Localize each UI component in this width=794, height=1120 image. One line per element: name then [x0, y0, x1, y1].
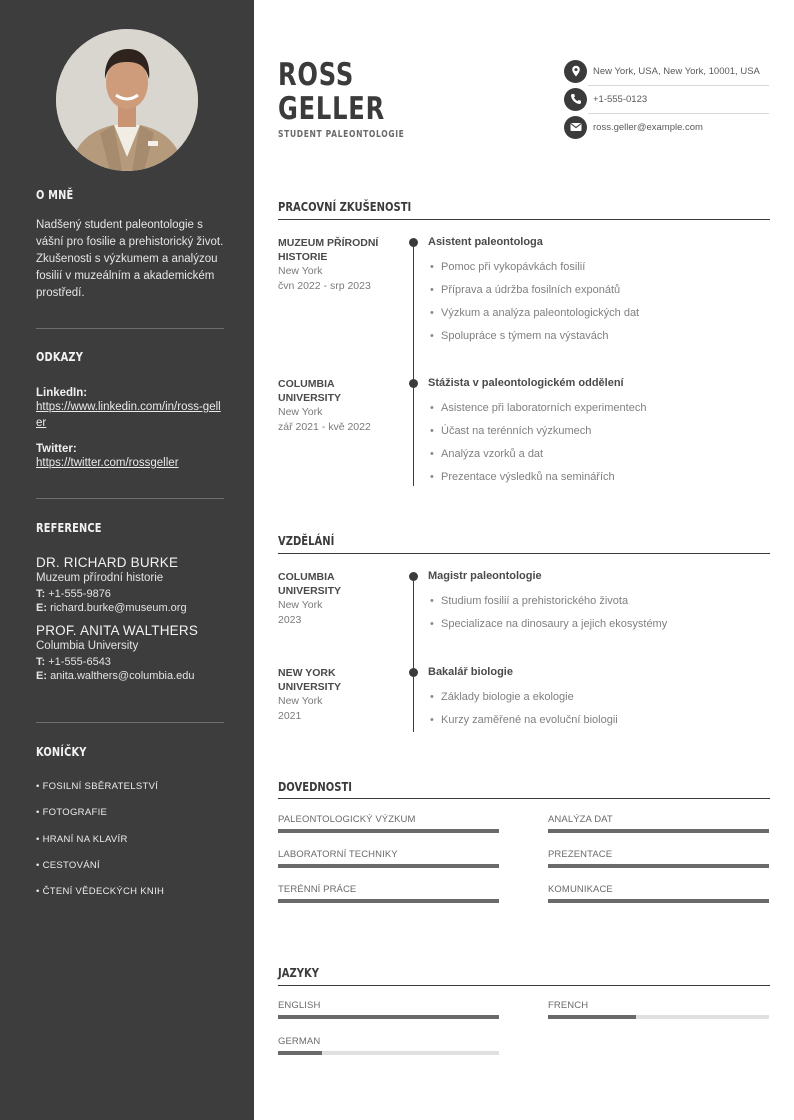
bullet-item: • Analýza vzorků a dat — [430, 448, 543, 460]
language-item — [278, 1036, 499, 1055]
reference-email: E: richard.burke@museum.org — [36, 602, 187, 614]
hobby-item: • CESTOVÁNÍ — [36, 859, 100, 871]
divider — [36, 722, 224, 723]
phone-icon — [564, 88, 587, 111]
hobbies-list — [36, 781, 224, 912]
skill-label: TERÉNNÍ PRÁCE — [278, 884, 357, 895]
skill-bar — [548, 864, 769, 868]
timeline-dot — [409, 668, 418, 677]
experience-city: New York — [278, 265, 323, 277]
education-dates: 2023 — [278, 613, 302, 626]
education-city: New York — [278, 695, 323, 707]
phone-text: +1-555-0123 — [593, 93, 648, 105]
language-bar-fill — [548, 1015, 636, 1019]
section-rule — [278, 798, 770, 799]
education-org: NEW YORK UNIVERSITY New York 2021 — [278, 667, 398, 723]
skills-heading: DOVEDNOSTI — [278, 779, 353, 794]
job-title: Asistent paleontologa — [428, 236, 543, 248]
skill-bar — [548, 899, 769, 903]
language-bar-fill — [278, 1051, 322, 1055]
reference-name: PROF. ANITA WALTHERS — [36, 623, 199, 638]
profile-photo — [56, 29, 198, 171]
divider — [36, 498, 224, 499]
skill-bar — [278, 899, 499, 903]
divider — [588, 85, 769, 86]
link-twitter — [36, 443, 224, 471]
skill-item — [548, 884, 769, 903]
job-title: Stážista v paleontologickém oddělení — [428, 377, 624, 389]
skill-bar-fill — [548, 899, 769, 903]
skill-label: PREZENTACE — [548, 849, 613, 860]
reference-org: Muzeum přírodní historie — [36, 572, 164, 584]
skill-item — [278, 884, 499, 903]
timeline-dot — [409, 238, 418, 247]
language-item — [548, 1000, 769, 1019]
bullet-item: • Kurzy zaměřené na evoluční biologii — [430, 714, 618, 726]
bullet-item: • Pomoc při vykopávkách fosilií — [430, 261, 585, 273]
timeline-dot — [409, 572, 418, 581]
sidebar — [0, 0, 254, 1120]
section-rule — [278, 553, 770, 554]
skill-bar — [278, 829, 499, 833]
timeline-line — [413, 577, 414, 732]
bullet-item: • Výzkum a analýza paleontologických dat — [430, 307, 639, 319]
skill-item — [278, 814, 499, 833]
location-pin-icon — [564, 60, 587, 83]
bullet-item: • Studium fosilií a prehistorického života — [430, 595, 628, 607]
about-section — [36, 188, 224, 302]
experience-heading: PRACOVNÍ ZKUŠENOSTI — [278, 199, 412, 214]
experience-dates: zář 2021 - kvě 2022 — [278, 420, 371, 433]
bullet-item: • Účast na terénních výzkumech — [430, 425, 591, 437]
address-text: New York, USA, New York, 10001, USA — [593, 65, 760, 77]
link-label: LinkedIn: — [36, 387, 88, 399]
link-label: Twitter: — [36, 443, 77, 455]
hobby-item: • FOTOGRAFIE — [36, 807, 108, 819]
links-heading: ODKAZY — [36, 350, 84, 364]
link-linkedin — [36, 387, 224, 431]
education-heading: VZDĚLÁNÍ — [278, 533, 335, 548]
bullet-item: • Příprava a údržba fosilních exponátů — [430, 284, 620, 296]
reference-item — [36, 555, 224, 614]
divider — [36, 328, 224, 329]
skill-bar-fill — [278, 864, 499, 868]
languages-heading: JAZYKY — [278, 965, 319, 980]
skill-item — [548, 814, 769, 833]
section-rule — [278, 985, 770, 986]
language-item — [278, 1000, 499, 1019]
about-heading: O MNĚ — [36, 188, 74, 202]
hobby-item: • FOSILNÍ SBĚRATELSTVÍ — [36, 781, 159, 792]
about-text: Nadšený student paleontologie s vášní pro fosilie a prehistorický život. Zkušenosti s výzkumem a analýzou fosilií v muzeálním a akademickém prostředí. — [36, 219, 224, 299]
bullet-item: • Specializace na dinosaury a jejich ekosystémy — [430, 618, 667, 630]
language-bar — [278, 1015, 499, 1019]
timeline-line — [413, 243, 414, 486]
bullet-item: • Spolupráce s týmem na výstavách — [430, 330, 609, 342]
linkedin-link[interactable]: https://www.linkedin.com/in/ross-geller — [36, 401, 221, 429]
bullet-item: • Prezentace výsledků na seminářích — [430, 471, 615, 483]
language-bar — [548, 1015, 769, 1019]
skill-label: KOMUNIKACE — [548, 884, 613, 895]
references-heading: REFERENCE — [36, 521, 102, 535]
references-section — [36, 521, 224, 682]
skill-bar-fill — [278, 829, 499, 833]
skill-bar-fill — [548, 864, 769, 868]
section-rule — [278, 219, 770, 220]
language-bar — [278, 1051, 499, 1055]
envelope-icon — [564, 116, 587, 139]
first-name: ROSS — [278, 57, 355, 93]
reference-name: DR. RICHARD BURKE — [36, 555, 179, 570]
language-label: ENGLISH — [278, 1000, 321, 1011]
reference-item — [36, 623, 224, 682]
contact-phone — [564, 88, 769, 110]
reference-org: Columbia University — [36, 640, 139, 652]
bullet-item: • Asistence při laboratorních experimentech — [430, 402, 646, 414]
portrait-image — [56, 29, 198, 171]
skill-item — [278, 849, 499, 868]
skill-bar-fill — [278, 899, 499, 903]
degree-title: Bakalář biologie — [428, 666, 513, 678]
twitter-link[interactable]: https://twitter.com/rossgeller — [36, 457, 179, 469]
hobbies-section — [36, 745, 224, 912]
hobby-item: • ČTENÍ VĚDECKÝCH KNIH — [36, 886, 165, 898]
experience-org: COLUMBIA UNIVERSITY New York zář 2021 - kvě 2022 — [278, 378, 398, 434]
language-label: GERMAN — [278, 1036, 321, 1047]
timeline-dot — [409, 379, 418, 388]
reference-phone: T: +1-555-6543 — [36, 656, 111, 668]
experience-dates: čvn 2022 - srp 2023 — [278, 279, 371, 292]
divider — [588, 113, 769, 114]
bullet-item: • Základy biologie a ekologie — [430, 691, 574, 703]
degree-title: Magistr paleontologie — [428, 570, 542, 582]
language-label: FRENCH — [548, 1000, 589, 1011]
education-dates: 2021 — [278, 709, 302, 722]
job-role: STUDENT PALEONTOLOGIE — [278, 129, 405, 140]
skill-bar-fill — [548, 829, 769, 833]
skill-label: PALEONTOLOGICKÝ VÝZKUM — [278, 814, 416, 825]
language-bar-fill — [278, 1015, 499, 1019]
reference-email: E: anita.walthers@columbia.edu — [36, 670, 195, 682]
education-city: New York — [278, 599, 323, 611]
contact-email — [564, 116, 769, 138]
experience-city: New York — [278, 406, 323, 418]
skill-label: LABORATORNÍ TECHNIKY — [278, 849, 398, 860]
hobby-item: • HRANÍ NA KLAVÍR — [36, 833, 128, 845]
links-section — [36, 350, 224, 471]
experience-org: MUZEUM PŘÍRODNÍ HISTORIE New York čvn 2022 - srp 2023 — [278, 237, 398, 293]
skill-bar — [278, 864, 499, 868]
last-name: GELLER — [278, 91, 386, 127]
email-text[interactable]: ross.geller@example.com — [593, 121, 703, 133]
skill-bar — [548, 829, 769, 833]
reference-phone: T: +1-555-9876 — [36, 588, 111, 600]
skill-item — [548, 849, 769, 868]
hobbies-heading: KONÍČKY — [36, 745, 87, 759]
contact-address — [564, 60, 769, 82]
skill-label: ANALÝZA DAT — [548, 814, 613, 825]
education-org: COLUMBIA UNIVERSITY New York 2023 — [278, 571, 398, 627]
